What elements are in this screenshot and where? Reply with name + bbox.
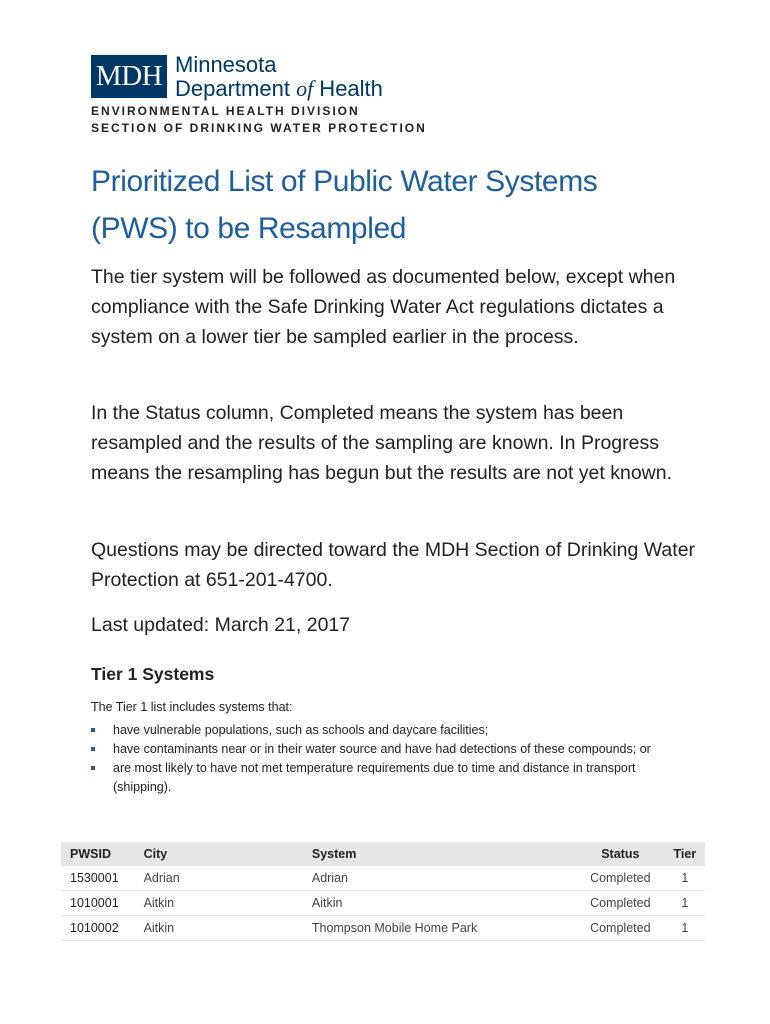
column-header-pwsid: PWSID: [61, 842, 135, 866]
tier1-criteria-list: [91, 721, 691, 797]
bullet-square-icon: [91, 747, 95, 751]
cell-city: Adrian: [135, 866, 303, 891]
list-item: [91, 740, 691, 759]
list-item: [91, 759, 691, 797]
org-name-line2: [175, 77, 383, 101]
cell-pwsid: 1530001: [61, 866, 135, 891]
tier1-heading: Tier 1 Systems: [91, 664, 215, 684]
org-name: [175, 53, 383, 101]
list-item-text: have contaminants near or in their water source and have had detections of these compounds; or: [113, 742, 651, 756]
cell-city: Aitkin: [135, 916, 303, 941]
division-label: [91, 103, 427, 137]
tier1-intro: The Tier 1 list includes systems that:: [91, 700, 293, 714]
table-row: [61, 891, 705, 916]
questions-paragraph: Questions may be directed toward the MDH Section of Drinking Water Protection at 651-201-4700.: [91, 539, 696, 591]
list-item-text: are most likely to have not met temperature requirements due to time and distance in transport (shipping).: [113, 761, 636, 794]
table-row: [61, 916, 705, 941]
org-name-line1: Minnesota: [175, 52, 277, 77]
cell-pwsid: 1010001: [61, 891, 135, 916]
page-title-line2: (PWS) to be Resampled: [91, 212, 407, 245]
list-item-text: have vulnerable populations, such as schools and daycare facilities;: [113, 723, 489, 737]
page-title: [91, 158, 711, 252]
cell-city: Aitkin: [135, 891, 303, 916]
org-name-dept: Department: [175, 76, 297, 101]
cell-system: Thompson Mobile Home Park: [303, 916, 576, 941]
column-header-city: City: [135, 842, 303, 866]
list-item: [91, 721, 691, 740]
cell-status: Completed: [576, 916, 665, 941]
cell-tier: 1: [665, 891, 705, 916]
status-column-paragraph: In the Status column, Completed means the system has been resampled and the results of the sampling are known. In Progress means the resampling has begun but the results are not yet known.: [91, 402, 673, 484]
mdh-logo: MDH: [91, 55, 167, 98]
page-title-line1: Prioritized List of Public Water Systems: [91, 165, 598, 198]
division-line1: ENVIRONMENTAL HEALTH DIVISION: [91, 104, 360, 118]
column-header-system: System: [303, 842, 576, 866]
division-line2: SECTION OF DRINKING WATER PROTECTION: [91, 121, 427, 135]
table-header-row: [61, 842, 705, 866]
bullet-square-icon: [91, 766, 95, 770]
column-header-status: Status: [576, 842, 665, 866]
last-updated: Last updated: March 21, 2017: [91, 614, 351, 636]
cell-status: Completed: [576, 891, 665, 916]
cell-pwsid: 1010002: [61, 916, 135, 941]
tier-system-paragraph: The tier system will be followed as documented below, except when compliance with the Safe Drinking Water Act regulations dictates a system on a lower tier be sampled earlier in the process.: [91, 266, 676, 348]
org-name-of: of: [296, 76, 314, 101]
cell-status: Completed: [576, 866, 665, 891]
column-header-tier: Tier: [665, 842, 705, 866]
pws-table: [61, 842, 705, 941]
table-row: [61, 866, 705, 891]
cell-tier: 1: [665, 866, 705, 891]
org-name-health: Health: [313, 76, 383, 101]
cell-system: Adrian: [303, 866, 576, 891]
bullet-square-icon: [91, 728, 95, 732]
cell-system: Aitkin: [303, 891, 576, 916]
cell-tier: 1: [665, 916, 705, 941]
